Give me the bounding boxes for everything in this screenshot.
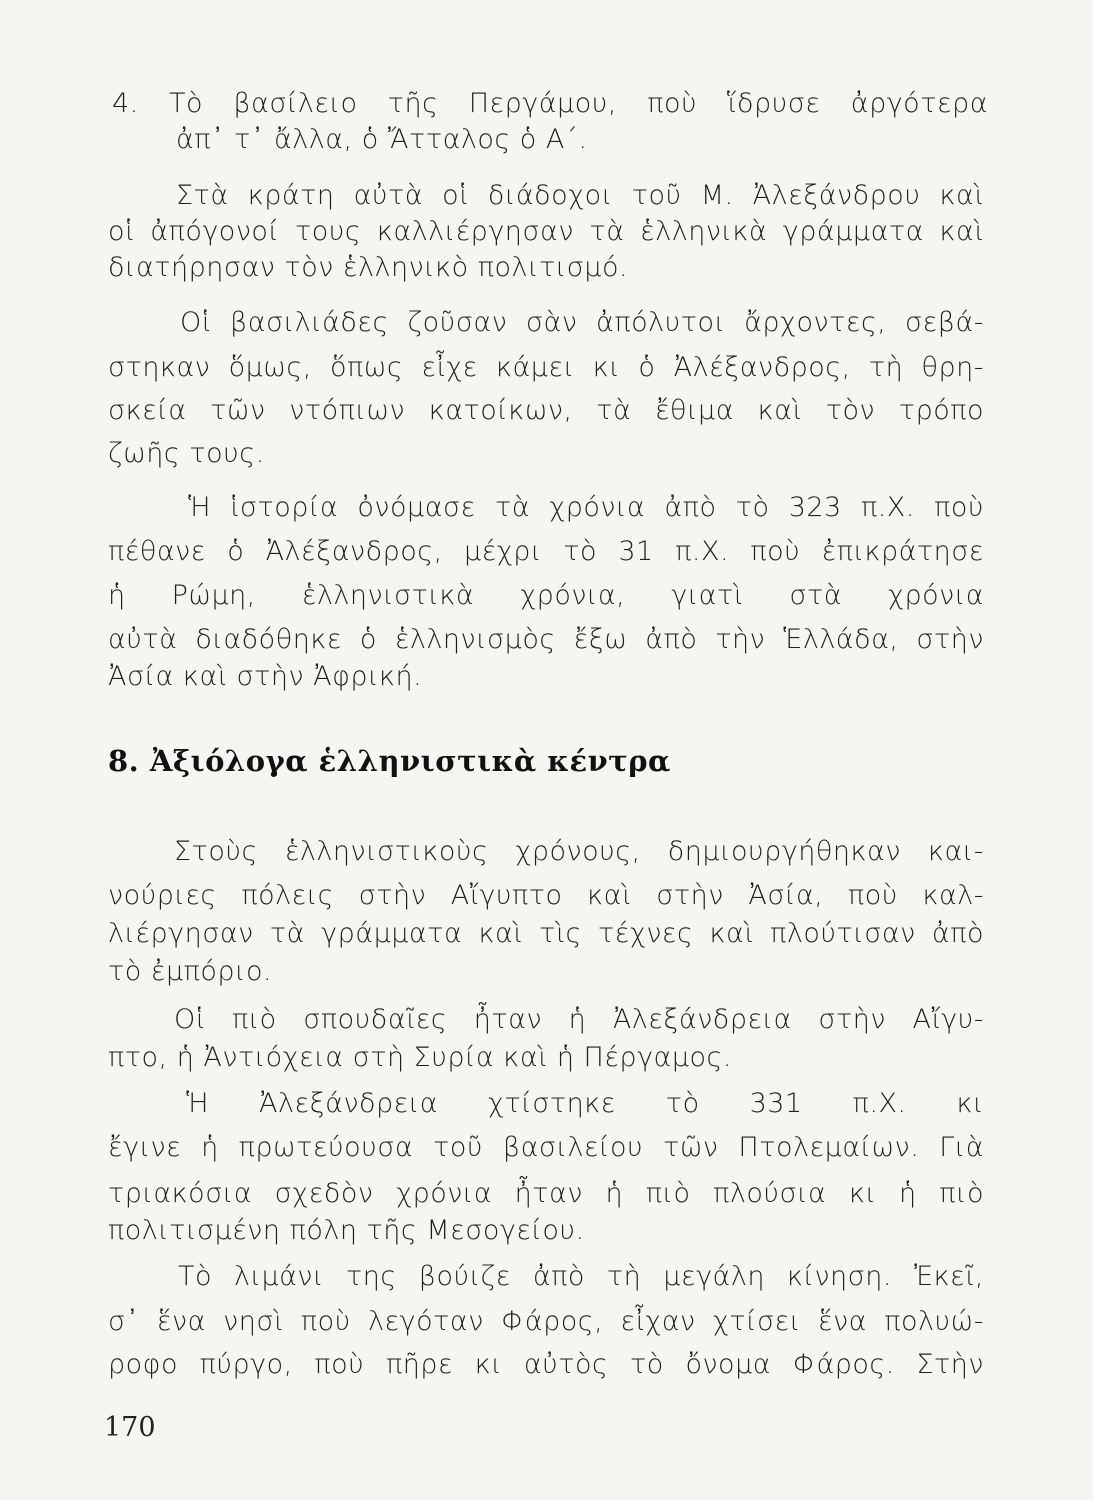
section-heading: 8. Ἀξιόλογα ἑλληνιστικὰ κέντρα — [108, 744, 671, 778]
text-line: Στοὺς ἑλληνιστικοὺς χρόνους, δημιουργήθηκαν και- — [174, 836, 984, 867]
text-line: πέθανε ὁ Ἀλέξανδρος, μέχρι τὸ 31 π.Χ. ποὺ ἐπικράτησε — [108, 536, 984, 567]
text-line: ροφο πύργο, ποὺ πῆρε κι αὐτὸς τὸ ὄνομα Φάρος. Στὴν — [108, 1349, 984, 1380]
text-line: ἔγινε ἡ πρωτεύουσα τοῦ βασιλείου τῶν Πτολεμαίων. Γιὰ — [108, 1132, 984, 1163]
text-line: Ἡ ἱστορία ὀνόμασε τὰ χρόνια ἀπὸ τὸ 323 π.Χ. ποὺ — [188, 492, 984, 523]
text-line: Ἀσία καὶ στὴν Ἀφρική. — [108, 661, 423, 692]
text-line: διατήρησαν τὸν ἑλληνικὸ πολιτισμό. — [108, 252, 629, 283]
text-line: τριακόσια σχεδὸν χρόνια ἦταν ἡ πιὸ πλούσια κι ἡ πιὸ — [108, 1178, 984, 1209]
text-line: τὸ ἐμπόριο. — [108, 956, 273, 987]
text-line: αὐτὰ διαδόθηκε ὁ ἑλληνισμὸς ἔξω ἀπὸ τὴν Ἑλλάδα, στὴν — [108, 624, 984, 655]
text-line: οἱ ἀπόγονοί τους καλλιέργησαν τὰ ἑλληνικὰ γράμματα καὶ — [108, 216, 984, 247]
text-line: Οἱ βασιλιάδες ζοῦσαν σὰν ἀπόλυτοι ἄρχοντες, σεβά- — [180, 307, 984, 338]
text-line: ζωῆς τους. — [108, 438, 265, 469]
text-line: 4. Τὸ βασίλειο τῆς Περγάμου, ποὺ ἵδρυσε ἀργότερα — [112, 88, 988, 119]
text-line: ἡ Ρώμη, ἑλληνιστικὰ χρόνια, γιατὶ στὰ χρόνια — [108, 580, 984, 611]
text-line: σ᾽ ἕνα νησὶ ποὺ λεγόταν Φάρος, εἶχαν χτίσει ἕνα πολυώ- — [108, 1306, 984, 1337]
text-line: λιέργησαν τὰ γράμματα καὶ τὶς τέχνες καὶ πλούτισαν ἀπὸ — [108, 918, 984, 949]
text-line: σκεία τῶν ντόπιων κατοίκων, τὰ ἔθιμα καὶ τὸν τρόπο — [108, 395, 984, 426]
text-line: πτο, ἡ Ἀντιόχεια στὴ Συρία καὶ ἡ Πέργαμος. — [108, 1042, 732, 1073]
text-line: Στὰ κράτη αὐτὰ οἱ διάδοχοι τοῦ Μ. Ἀλεξάνδρου καὶ — [176, 180, 984, 211]
text-line: ἀπ᾽ τ᾽ ἄλλα, ὁ Ἄτταλος ὁ Α΄. — [176, 124, 588, 155]
text-line: στηκαν ὅμως, ὅπως εἶχε κάμει κι ὁ Ἀλέξανδρος, τὴ θρη- — [108, 352, 984, 383]
text-line: Οἱ πιὸ σπουδαῖες ἦταν ἡ Ἀλεξάνδρεια στὴν Αἴγυ- — [174, 1004, 984, 1035]
text-line: πολιτισμένη πόλη τῆς Μεσογείου. — [108, 1215, 585, 1246]
text-line: Ἡ Ἀλεξάνδρεια χτίστηκε τὸ 331 π.Χ. κι — [186, 1088, 984, 1119]
page-number: 170 — [104, 1412, 156, 1443]
text-line: Τὸ λιμάνι της βούιζε ἀπὸ τὴ μεγάλη κίνηση. Ἐκεῖ, — [178, 1261, 984, 1292]
text-line: νούριες πόλεις στὴν Αἴγυπτο καὶ στὴν Ἀσία, ποὺ καλ- — [108, 880, 984, 911]
